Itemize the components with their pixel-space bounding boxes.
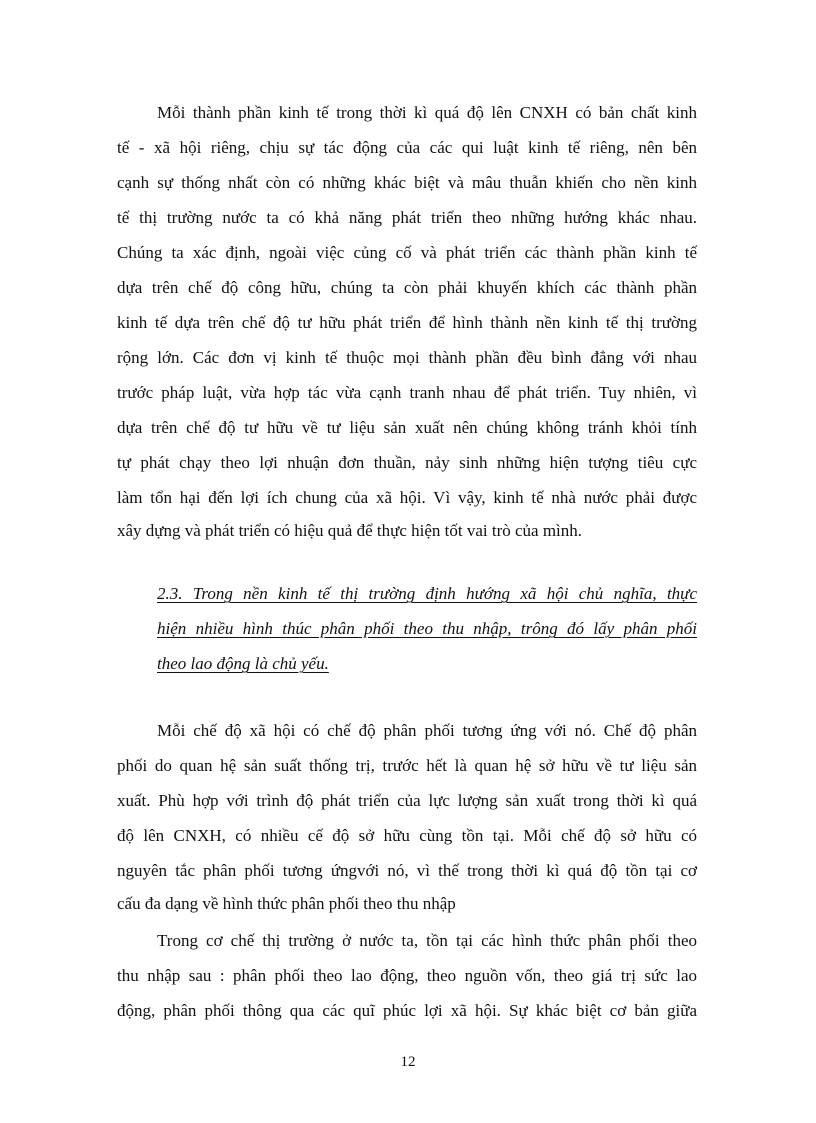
paragraph-1-line-4: tế thị trường nước ta có khả năng phát triển theo những hướng khác nhau. xyxy=(117,208,697,227)
paragraph-3-line-1: Trong cơ chế thị trường ở nước ta, tồn tại các hình thức phân phối theo xyxy=(157,931,697,950)
paragraph-2-line-5: nguyên tắc phân phối tương ứngvới nó, vì thế trong thời kì quá độ tồn tại cơ xyxy=(117,861,697,880)
paragraph-1-line-8: rộng lớn. Các đơn vị kinh tế thuộc mọi thành phần đều bình đẳng với nhau xyxy=(117,348,697,367)
section-heading-line-1: 2.3. Trong nền kinh tế thị trường định hướng xã hội chủ nghĩa, thực xyxy=(157,584,697,603)
paragraph-1-line-10: dựa trên chế độ tư hữu về tư liệu sản xuất nên chúng không tránh khỏi tính xyxy=(117,418,697,437)
paragraph-2-line-4: độ lên CNXH, có nhiều cế độ sở hữu cùng tồn tại. Mỗi chế độ sở hữu có xyxy=(117,826,697,845)
paragraph-2-line-3: xuất. Phù hợp với trình độ phát triển của lực lượng sản xuất trong thời kì quá xyxy=(117,791,697,810)
section-heading-line-3: theo lao động là chủ yếu. xyxy=(157,654,329,673)
paragraph-1-line-9: trước pháp luật, vừa hợp tác vừa cạnh tranh nhau để phát triển. Tuy nhiên, vì xyxy=(117,383,697,402)
paragraph-1-line-7: kinh tế dựa trên chế độ tư hữu phát triển để hình thành nền kinh tế thị trường xyxy=(117,313,697,332)
paragraph-3-line-3: động, phân phối thông qua các quĩ phúc lợi xã hội. Sự khác biệt cơ bản giữa xyxy=(117,1001,697,1020)
paragraph-3-line-2: thu nhập sau : phân phối theo lao động, theo nguồn vốn, theo giá trị sức lao xyxy=(117,966,697,985)
paragraph-1-line-6: dựa trên chế độ công hữu, chúng ta còn phải khuyến khích các thành phần xyxy=(117,278,697,297)
page-number: 12 xyxy=(400,1054,416,1070)
paragraph-2-line-1: Mỗi chế độ xã hội có chế độ phân phối tương ứng với nó. Chế độ phân xyxy=(157,721,697,740)
paragraph-1-line-11: tự phát chạy theo lợi nhuận đơn thuần, nảy sinh những hiện tượng tiêu cực xyxy=(117,453,697,472)
paragraph-1-line-5: Chúng ta xác định, ngoài việc củng cố và phát triển các thành phần kinh tế xyxy=(117,243,697,262)
paragraph-1-line-1: Mỗi thành phần kinh tế trong thời kì quá độ lên CNXH có bản chất kinh xyxy=(157,103,697,122)
paragraph-2-line-6: cấu đa dạng về hình thức phân phối theo thu nhập xyxy=(117,894,456,913)
paragraph-1-line-2: tế - xã hội riêng, chịu sự tác động của các qui luật kinh tế riêng, nên bên xyxy=(117,138,697,157)
paragraph-1-line-13: xây dựng và phát triển có hiệu quả để thực hiện tốt vai trò của mình. xyxy=(117,521,583,540)
paragraph-2-line-2: phối do quan hệ sản suất thống trị, trước hết là quan hệ sở hữu về tư liệu sản xyxy=(117,756,697,775)
section-heading-line-2: hiện nhiều hình thúc phân phối theo thu nhập, trông đó lấy phân phối xyxy=(157,619,697,638)
paragraph-1-line-3: cạnh sự thống nhất còn có những khác biệt và mâu thuẫn khiến cho nền kinh xyxy=(117,173,697,192)
paragraph-1-line-12: làm tổn hại đến lợi ích chung của xã hội. Vì vậy, kinh tế nhà nước phải được xyxy=(117,488,697,507)
